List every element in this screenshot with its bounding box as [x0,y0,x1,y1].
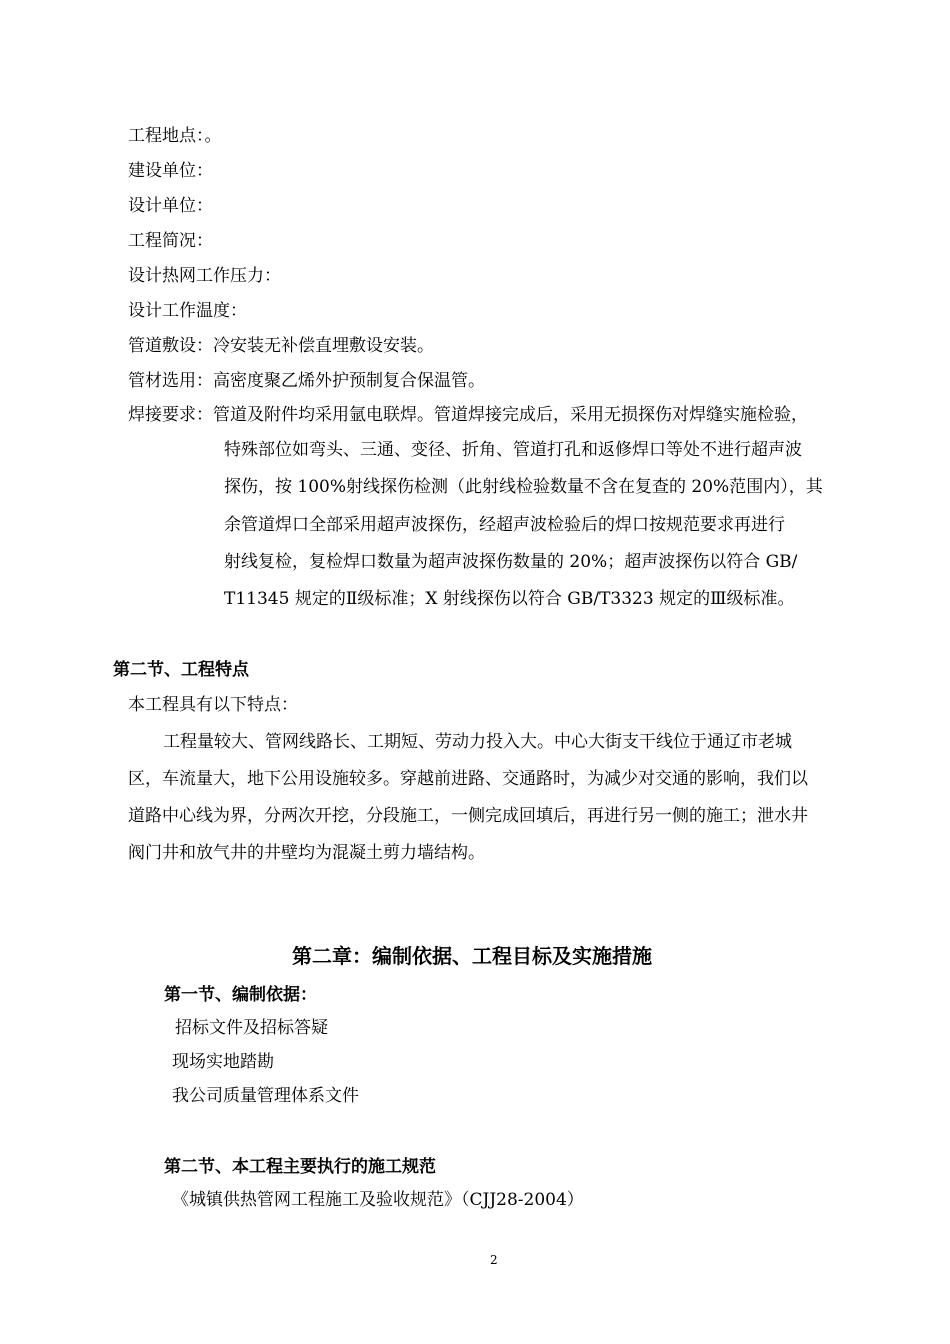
page-number: 2 [490,1253,498,1267]
chapter-2-section-1-heading: 第一节、编制依据： [164,985,317,1005]
chapter-2-section-2-heading: 第二节、本工程主要执行的施工规范 [164,1157,436,1177]
chapter-2-title: 第二章：编制依据、工程目标及实施措施 [292,944,652,968]
section-2-paragraph-line-4: 阀门井和放气井的井壁均为混凝土剪力墙结构。 [128,843,485,863]
welding-line-4: 余管道焊口全部采用超声波探伤，经超声波检验后的焊口按规范要求再进行 [224,515,785,535]
welding-line-2: 特殊部位如弯头、三通、变径、折角、管道打孔和返修焊口等处不进行超声波 [224,440,802,460]
welding-requirements: 焊接要求：管道及附件均采用氩电联焊。管道焊接完成后，采用无损探伤对焊缝实施检验， [128,405,808,425]
basis-item: 招标文件及招标答疑 [175,1018,328,1038]
section-2-intro: 本工程具有以下特点： [128,695,298,715]
basis-item: 现场实地踏勘 [172,1052,274,1072]
design-pressure: 设计热网工作压力： [128,266,281,286]
specification-item: 《城镇供热管网工程施工及验收规范》（CJJ28-2004） [172,1190,584,1210]
section-2-paragraph-line-2: 区，车流量大，地下公用设施较多。穿越前进路、交通路时，为减少对交通的影响，我们以 [128,769,808,789]
design-unit: 设计单位： [128,196,213,216]
construction-unit: 建设单位： [128,161,213,181]
design-temperature: 设计工作温度： [128,301,247,321]
welding-line-3: 探伤，按 100%射线探伤检测（此射线检验数量不含在复查的 20%范围内），其 [224,477,823,497]
pipe-laying: 管道敷设：冷安装无补偿直埋敷设安装。 [128,336,434,356]
welding-line-6: T11345 规定的Ⅱ级标准；X 射线探伤以符合 GB/T3323 规定的Ⅲ级标准。 [224,589,795,609]
section-2-heading: 第二节、工程特点 [113,660,249,680]
project-location: 工程地点：。 [128,126,222,146]
section-2-paragraph-line-3: 道路中心线为界，分两次开挖，分段施工，一侧完成回填后，再进行另一侧的施工；泄水井 [128,806,808,826]
basis-item: 我公司质量管理体系文件 [172,1086,359,1106]
pipe-material: 管材选用：高密度聚乙烯外护预制复合保温管。 [128,371,485,391]
welding-line-5: 射线复检，复检焊口数量为超声波探伤数量的 20%；超声波探伤以符合 GB/ [224,552,798,572]
section-2-paragraph-line-1: 工程量较大、管网线路长、工期短、劳动力投入大。中心大街支干线位于通辽市老城 [163,732,792,752]
project-overview: 工程简况： [128,231,213,251]
